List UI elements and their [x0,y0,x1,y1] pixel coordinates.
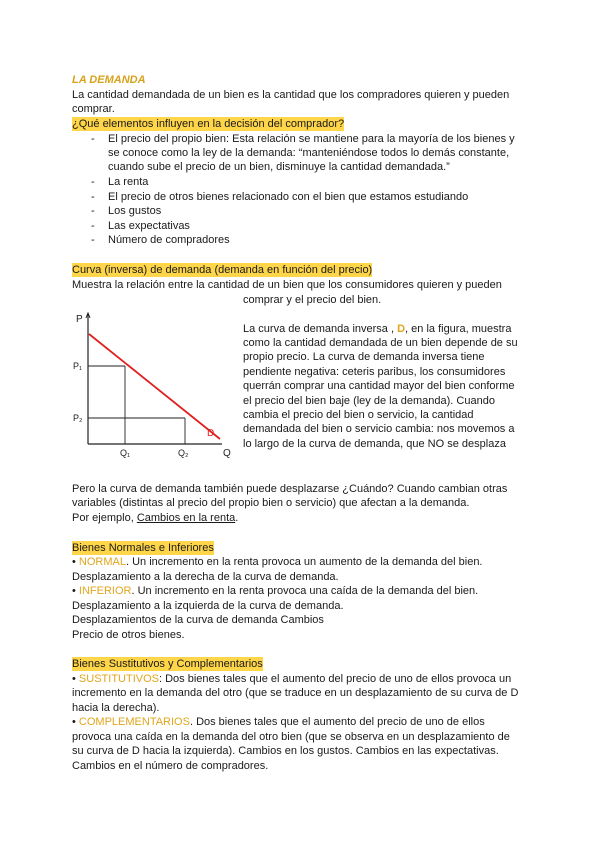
list-item: Los gustos [108,205,162,217]
normal-line-2: Desplazamiento a la derecha de la curva de demanda. [72,571,339,583]
bullet: • [72,556,76,568]
subst-line-3: hacia la derecha). [72,702,160,714]
list-item: Las expectativas [108,220,190,232]
list-item-cont: cuando sube el precio de un bien, disminuye la cantidad demandada.” [108,161,450,173]
inferior-text: . Un incremento en la renta provoca una caída de la demanda del bien. [131,585,479,597]
p-axis-label: P [76,314,83,325]
bullet: • [72,716,76,728]
curve-paragraph-line: querrán comprar una cantidad mayor del bien conforme [243,380,515,392]
bullet: • [72,585,76,597]
list-item: El precio del propio bien: Esta relación se mantiene para la mayoría de los bienes y [108,133,515,145]
curve-paragraph-first [243,322,511,336]
curve-heading: Curva (inversa) de demanda (demanda en función del precio) [72,264,373,276]
shift-example [72,511,238,525]
curve-paragraph-line: el precio del bien baje (ley de la demanda). Cuando [243,395,495,407]
q2-label: Q₂ [178,448,189,458]
list-item-cont: se conoce como la ley de la demanda: “manteniéndose todos lo demás constante, [108,147,510,159]
subst-heading: Bienes Sustitutivos y Complementarios [72,658,263,670]
intro-line-2: comprar. [72,103,115,115]
shift-example-pre: Por ejemplo, [72,512,137,524]
list-bullet: - [91,191,95,203]
curve-paragraph-line: lo largo de la curva de demanda, que NO se desplaza [243,438,506,450]
inferior-label: INFERIOR [78,585,132,597]
q1-label: Q₁ [120,448,131,458]
shift-example-post: . [235,512,239,524]
compl-line-2: provoca una caída en la demanda del otro bien (que se observa en un desplazamiento de [72,731,510,743]
subst-label: SUSTITUTIVOS [78,673,159,685]
list-bullet: - [91,234,95,246]
p2-label: P₂ [73,413,83,423]
shift-line-2: variables (distintas al precio del propio bien o servicio) que afectan a la demanda. [72,497,470,509]
curve-d-label: D [397,323,406,335]
curve-paragraph-line: cambia el precio del bien o servicio, la cantidad [243,409,474,421]
compl-line-3: su curva de D hacia la izquierda). Cambios en los gustos. Cambios en las expectativas. [72,745,499,757]
q-axis-label: Q [223,448,231,459]
list-item: La renta [108,176,149,188]
intro-line-1: La cantidad demandada de un bien es la cantidad que los compradores quieren y pueden [72,89,510,101]
compl-text: . Dos bienes tales que el aumento del precio de uno de ellos [189,716,485,728]
curve-line-2: comprar y el precio del bien. [243,294,382,306]
list-bullet: - [91,205,95,217]
p1-label: P₁ [73,361,83,371]
normal-line-4: Precio de otros bienes. [72,629,185,641]
compl-label: COMPLEMENTARIOS [78,716,190,728]
normal-line-3: Desplazamientos de la curva de demanda Cambios [72,614,324,626]
curve-paragraph-line: propio precio. La curva de demanda inversa tiene [243,351,485,363]
list-bullet: - [91,220,95,232]
compl-line-4: Cambios en el número de compradores. [72,760,269,772]
demand-curve-line [89,334,220,439]
demand-curve-graph [70,308,240,463]
list-bullet: - [91,176,95,188]
inferior-line [72,584,478,598]
normal-text: . Un incremento en la renta provoca un aumento de la demanda del bien. [125,556,483,568]
list-item: Número de compradores [108,234,230,246]
list-item: El precio de otros bienes relacionado con el bien que estamos estudiando [108,191,469,203]
normal-heading: Bienes Normales e Inferiores [72,542,214,554]
list-bullet: - [91,133,95,145]
compl-line [72,715,485,729]
curve-paragraph-line: pendiente negativa: ceteris paribus, los consumidores [243,366,506,378]
subst-line-2: incremento en la demanda del otro (que se traduce en un desplazamiento de su curva de D [72,687,519,699]
subst-line [72,672,511,686]
curve-paragraph-post: , en la figura, muestra [405,323,512,335]
bullet: • [72,673,76,685]
normal-line [72,555,483,569]
subst-text: : Dos bienes tales que el aumento del precio de uno de ellos provoca un [158,673,512,685]
curve-line-1: Muestra la relación entre la cantidad de un bien que los consumidores quieren y pueden [72,279,502,291]
income-change-link[interactable]: Cambios en la renta [136,512,236,524]
normal-label: NORMAL [78,556,126,568]
page-title: LA DEMANDA [72,74,146,86]
factors-heading: ¿Qué elementos influyen en la decisión del comprador? [72,118,345,130]
demand-curve-label: D [207,428,215,439]
curve-paragraph-line: demandada del bien o servicio cambia: nos movemos a [243,423,515,435]
shift-line-1: Pero la curva de demanda también puede desplazarse ¿Cuándo? Cuando cambian otras [72,483,508,495]
curve-paragraph-pre: La curva de demanda inversa , [243,323,398,335]
inferior-line-2: Desplazamiento a la izquierda de la curva de demanda. [72,600,344,612]
curve-paragraph-line: como la cantidad demandada de un bien depende de su [243,337,518,349]
